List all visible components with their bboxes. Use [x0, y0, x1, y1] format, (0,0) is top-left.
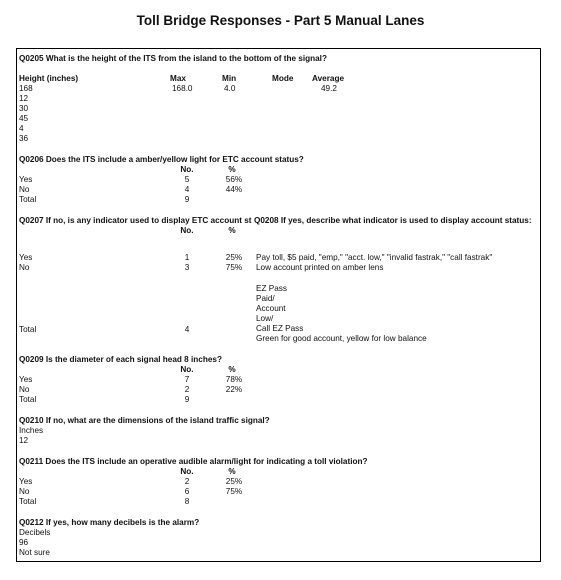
- q0207-col-pct: %: [228, 226, 236, 235]
- q0209-row-label: No: [19, 385, 30, 394]
- q0211-row-label: Total: [19, 497, 37, 506]
- q0211-row-label: No: [19, 487, 30, 496]
- q0211-row-no: 2: [184, 477, 190, 486]
- q0205-average-value: 49.2: [321, 84, 337, 93]
- q0207-no-no: 3: [184, 263, 190, 272]
- q0209-row-label: Total: [19, 395, 37, 404]
- page-title: Toll Bridge Responses - Part 5 Manual Lanes: [136, 13, 425, 28]
- q0208-answer: Pay toll, $5 paid, "emp," "acct. low," "invalid fastrak," "call fastrak": [256, 253, 493, 262]
- q0209-col-no: No.: [180, 365, 194, 374]
- q0207-total-label: Total: [19, 325, 37, 334]
- q0212-question: Q0212 If yes, how many decibels is the alarm?: [19, 518, 200, 527]
- q0206-row-no: 9: [184, 195, 190, 204]
- q0205-col-min: Min: [222, 74, 237, 83]
- q0206-row-label: Yes: [19, 175, 33, 184]
- q0211-row-label: Yes: [19, 477, 33, 486]
- q0206-row-no: 4: [184, 185, 190, 194]
- q0207-yes-no: 1: [184, 253, 190, 262]
- q0212-value: Not sure: [19, 548, 50, 557]
- q0212-value: 96: [19, 538, 29, 547]
- q0209-row-no: 2: [184, 385, 190, 394]
- q0206-col-no: No.: [180, 165, 194, 174]
- q0205-col-average: Average: [312, 74, 345, 83]
- q0212-col: Decibels: [19, 528, 51, 537]
- q0205-col-max: Max: [170, 74, 186, 83]
- q0208-answer: Paid/: [256, 294, 275, 303]
- q0205-min-value: 4.0: [224, 84, 236, 93]
- q0206-row-pct: 44%: [225, 185, 243, 194]
- q0205-value: 36: [19, 134, 29, 143]
- q0209-question: Q0209 Is the diameter of each signal head 8 inches?: [19, 355, 222, 364]
- q0208-answer: Call EZ Pass: [256, 324, 304, 333]
- q0210-question: Q0210 If no, what are the dimensions of the island traffic signal?: [19, 416, 270, 425]
- q0207-no-pct: 75%: [225, 263, 243, 272]
- q0206-row-label: No: [19, 185, 30, 194]
- q0205-question: Q0205 What is the height of the ITS from the island to the bottom of the signal?: [19, 54, 327, 63]
- q0209-row-label: Yes: [19, 375, 33, 384]
- q0207-yes-pct: 25%: [225, 253, 243, 262]
- q0211-col-no: No.: [180, 467, 194, 476]
- q0211-row-pct: 25%: [225, 477, 243, 486]
- q0206-col-pct: %: [228, 165, 236, 174]
- q0207-col-no: No.: [180, 226, 194, 235]
- q0208-answer: EZ Pass: [256, 284, 287, 293]
- q0205-max-value: 168.0: [172, 84, 193, 93]
- q0207-yes-label: Yes: [19, 253, 33, 262]
- q0206-row-no: 5: [184, 175, 190, 184]
- q0208-answer: Low/: [256, 314, 274, 323]
- q0209-row-pct: 78%: [225, 375, 243, 384]
- q0211-row-no: 8: [184, 497, 190, 506]
- q0207-total-no: 4: [184, 325, 190, 334]
- q0210-col: Inches: [19, 426, 44, 435]
- q0209-col-pct: %: [228, 365, 236, 374]
- q0208-answer: Low account printed on amber lens: [256, 263, 384, 272]
- q0211-row-pct: 75%: [225, 487, 243, 496]
- q0206-row-pct: 56%: [225, 175, 243, 184]
- q0209-row-no: 9: [184, 395, 190, 404]
- q0211-question: Q0211 Does the ITS include an operative audible alarm/light for indicating a toll violation?: [19, 457, 368, 466]
- q0205-value: 45: [19, 114, 29, 123]
- q0205-value: 4: [19, 124, 24, 133]
- q0205-col-height: Height (inches): [19, 74, 79, 83]
- q0209-row-no: 7: [184, 375, 190, 384]
- q0205-value: 168: [19, 84, 33, 93]
- q0205-value: 12: [19, 94, 29, 103]
- q0208-answer: Green for good account, yellow for low balance: [256, 334, 427, 343]
- q0208-question: Q0208 If yes, describe what indicator is used to display account status:: [254, 216, 532, 225]
- q0205-value: 30: [19, 104, 29, 113]
- q0207-question: Q0207 If no, is any indicator used to display ETC account st: [19, 216, 252, 225]
- q0206-row-label: Total: [19, 195, 37, 204]
- q0209-row-pct: 22%: [225, 385, 243, 394]
- q0206-question: Q0206 Does the ITS include a amber/yellow light for ETC account status?: [19, 155, 304, 164]
- q0205-col-mode: Mode: [272, 74, 294, 83]
- q0210-value: 12: [19, 436, 29, 445]
- q0207-no-label: No: [19, 263, 30, 272]
- q0208-answer: Account: [256, 304, 286, 313]
- q0211-col-pct: %: [228, 467, 236, 476]
- q0211-row-no: 6: [184, 487, 190, 496]
